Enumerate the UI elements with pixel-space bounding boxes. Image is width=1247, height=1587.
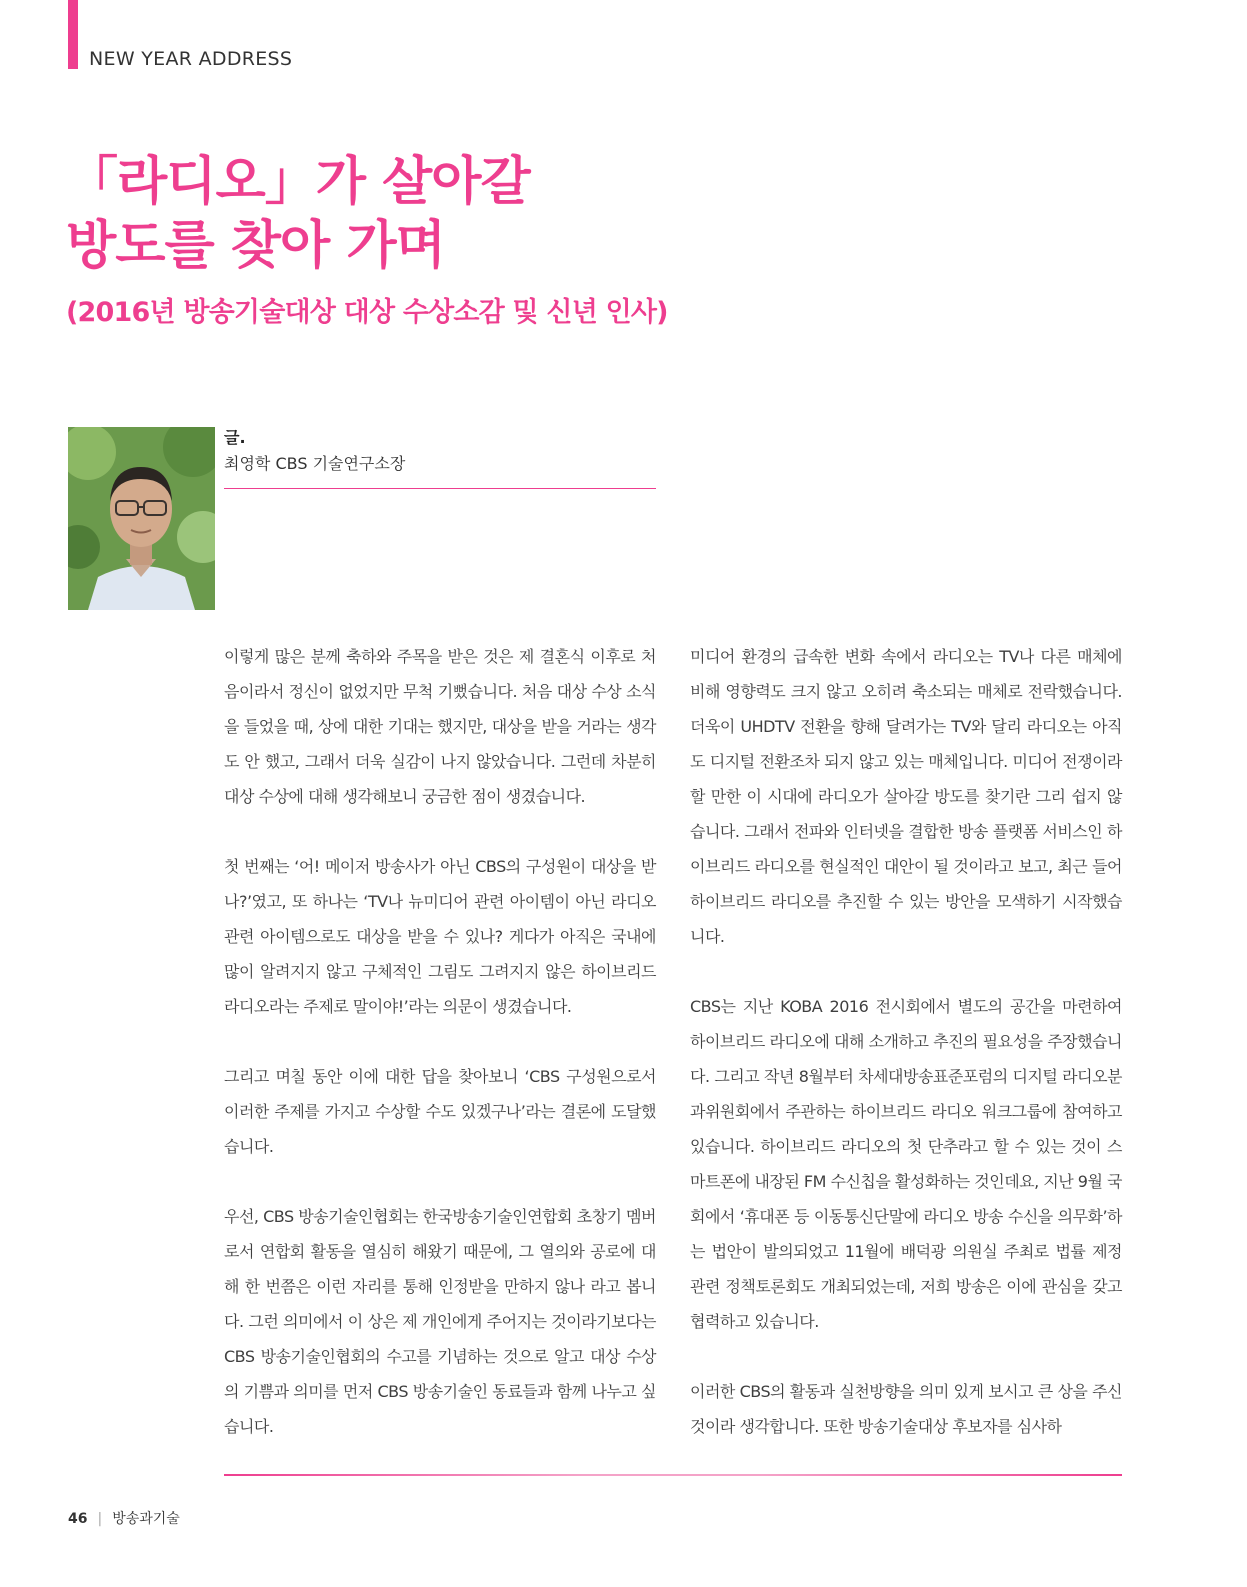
page-number: 46 <box>68 1511 88 1527</box>
body-paragraph: 이렇게 많은 분께 축하와 주목을 받은 것은 제 결혼식 이후로 처음이라서 정신이 없었지만 무척 기뻤습니다. 처음 대상 수상 소식을 들었을 때, 상에 대한 기대는 했지만, 대상을 받을 거라는 생각도 안 했고, 그래서 더욱 실감이 나지 않았습니다. 그런데 차분히 대상 수상에 대해 생각해보니 궁금한 점이 생겼습니다. <box>224 647 656 806</box>
section-accent-bar <box>68 0 78 69</box>
byline <box>224 425 656 489</box>
article-subtitle: (2016년 방송기술대상 대상 수상소감 및 신년 인사) <box>66 297 668 328</box>
article-title <box>66 150 530 278</box>
footer-separator: | <box>97 1511 103 1527</box>
body-paragraph: CBS는 지난 KOBA 2016 전시회에서 별도의 공간을 마련하여 하이브리드 라디오에 대해 소개하고 추진의 필요성을 주장했습니다. 그리고 작년 8월부터 차세대방송표준포럼의 디지털 라디오분과위원회에서 주관하는 하이브리드 라디오 워크그룹에 참여하고 있습니다. 하이브리드 라디오의 첫 단추라고 할 수 있는 것이 스마트폰에 내장된 FM 수신칩을 활성화하는 것인데요, 지난 9월 국회에서 ‘휴대폰 등 이동통신단말에 라디오 방송 수신을 의무화’하는 법안이 발의되었고 11월에 배덕광 의원실 주최로 법률 제정 관련 정책토론회도 개최되었는데, 저희 방송은 이에 관심을 갖고 협력하고 있습니다. <box>690 997 1122 1331</box>
title-line-1: 「라디오」가 살아갈 <box>66 152 530 212</box>
section-label: NEW YEAR ADDRESS <box>89 48 293 70</box>
body-paragraph: 첫 번째는 ‘어! 메이저 방송사가 아닌 CBS의 구성원이 대상을 받나?’였고, 또 하나는 ‘TV나 뉴미디어 관련 아이템이 아닌 라디오 관련 아이템으로도 대상을 받을 수 있나? 게다가 아직은 국내에 많이 알려지지 않고 구체적인 그림도 그려지지 않은 하이브리드 라디오라는 주제로 말이야!’라는 의문이 생겼습니다. <box>224 857 656 1016</box>
byline-divider <box>224 488 656 489</box>
bottom-divider <box>224 1474 1122 1476</box>
magazine-name: 방송과기술 <box>112 1511 180 1527</box>
body-paragraph: 미디어 환경의 급속한 변화 속에서 라디오는 TV나 다른 매체에 비해 영향력도 크지 않고 오히려 축소되는 매체로 전락했습니다. 더욱이 UHDTV 전환을 향해 달려가는 TV와 달리 라디오는 아직도 디지털 전환조차 되지 않고 있는 매체입니다. 미디어 전쟁이라 할 만한 이 시대에 라디오가 살아갈 방도를 찾기란 그리 쉽지 않습니다. 그래서 전파와 인터넷을 결합한 방송 플랫폼 서비스인 하이브리드 라디오를 현실적인 대안이 될 것이라고 보고, 최근 들어 하이브리드 라디오를 추진할 수 있는 방안을 모색하기 시작했습니다. <box>690 647 1122 946</box>
byline-author: 최영학 CBS 기술연구소장 <box>224 454 406 473</box>
body-paragraph: 그리고 며칠 동안 이에 대한 답을 찾아보니 ‘CBS 구성원으로서 이러한 주제를 가지고 수상할 수도 있겠구나’라는 결론에 도달했습니다. <box>224 1067 656 1156</box>
page-footer <box>68 1508 180 1528</box>
body-paragraph: 이러한 CBS의 활동과 실천방향을 의미 있게 보시고 큰 상을 주신 것이라 생각합니다. 또한 방송기술대상 후보자를 심사하 <box>690 1382 1122 1436</box>
title-line-2: 방도를 찾아 가며 <box>66 216 445 276</box>
author-portrait-icon <box>68 427 215 610</box>
body-column-left <box>224 639 656 1479</box>
body-column-right <box>690 639 1122 1479</box>
author-photo <box>68 427 215 610</box>
body-paragraph: 우선, CBS 방송기술인협회는 한국방송기술인연합회 초창기 멤버로서 연합회 활동을 열심히 해왔기 때문에, 그 열의와 공로에 대해 한 번쯤은 이런 자리를 통해 인정받을 만하지 않나 라고 봅니다. 그런 의미에서 이 상은 제 개인에게 주어지는 것이라기보다는 CBS 방송기술인협회의 수고를 기념하는 것으로 알고 대상 수상의 기쁨과 의미를 먼저 CBS 방송기술인 동료들과 함께 나누고 싶습니다. <box>224 1207 656 1436</box>
byline-label: 글. <box>224 428 246 447</box>
